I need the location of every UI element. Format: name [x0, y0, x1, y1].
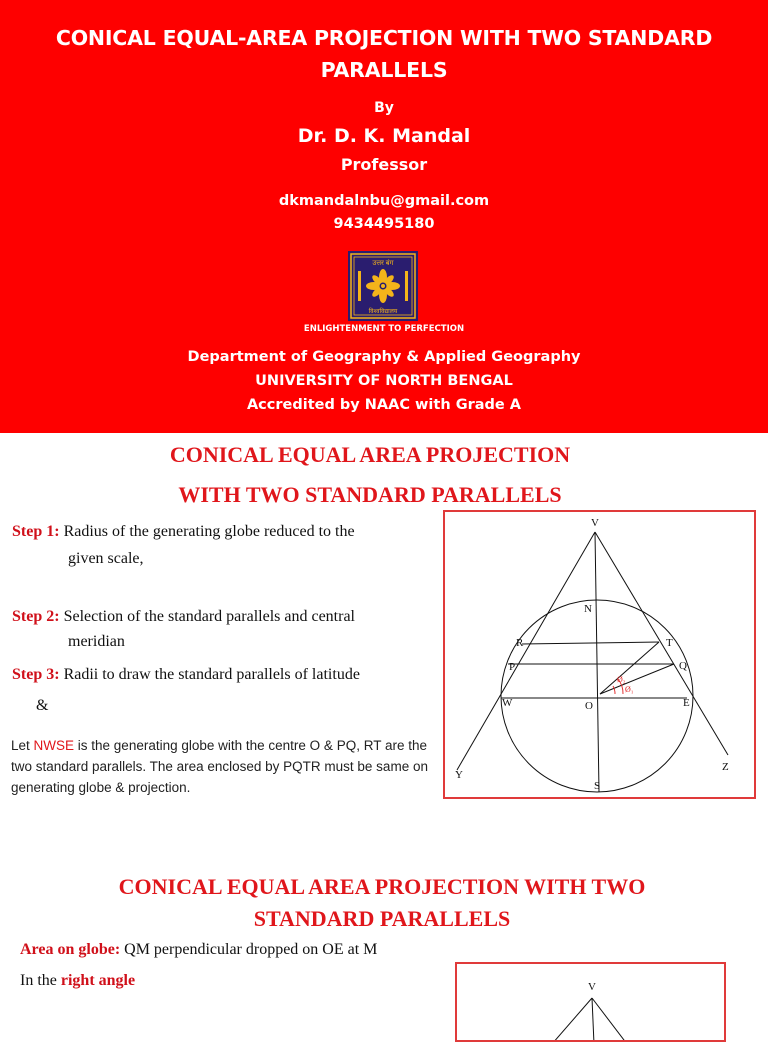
angle-phi1-arc: [613, 686, 615, 694]
step-3-text: Radii to draw the standard parallels of latitude: [63, 666, 360, 683]
author-email[interactable]: dkmandalnbu@gmail.com: [278, 193, 490, 209]
university-logo: [348, 251, 418, 321]
step-1: [12, 518, 355, 572]
label-q: Q: [679, 660, 687, 672]
label-y: Y: [455, 769, 463, 781]
step-1-text-cont: given scale,: [68, 550, 144, 567]
area-text: QM perpendicular dropped on OE at M: [120, 941, 378, 958]
step-3-text-cont: &: [36, 697, 49, 714]
right-angle-line: [20, 972, 135, 990]
label-r: R: [516, 637, 524, 649]
label-o: O: [585, 700, 593, 712]
label-w: W: [502, 697, 513, 709]
logo-text-top: उत्तर बंग: [372, 259, 394, 267]
slide2-title-line1: CONICAL EQUAL AREA PROJECTION: [169, 442, 571, 467]
cone-left-side: [457, 532, 595, 770]
projection-diagram-2: [455, 962, 726, 1042]
university-motto: ENLIGHTENMENT TO PERFECTION: [303, 324, 465, 334]
step-2-text: Selection of the standard parallels and central: [63, 608, 355, 625]
label-p: P: [509, 661, 516, 673]
university-name: UNIVERSITY OF NORTH BENGAL: [255, 373, 513, 389]
projection-diagram-2-svg: [457, 964, 724, 1040]
label-n: N: [584, 603, 592, 615]
label-phi2: Ø₂: [617, 675, 626, 684]
step-2-text-cont: meridian: [68, 633, 125, 650]
label-t: T: [666, 637, 673, 649]
desc-highlight: NWSE: [33, 738, 75, 753]
step-3-label: Step 3:: [12, 666, 60, 683]
cone-right-side: [595, 532, 728, 755]
globe-description: [11, 735, 446, 798]
logo-text-bottom: विश्वविद्यालय: [368, 309, 398, 315]
label-s: S: [594, 780, 601, 792]
presentation-title: CONICAL EQUAL-AREA PROJECTION WITH TWO STANDARD PARALLELS: [55, 26, 713, 82]
right-angle-highlight: right angle: [60, 972, 136, 989]
author-phone: 9434495180: [333, 216, 435, 232]
step-3: [12, 659, 360, 721]
area-label: Area on globe:: [20, 941, 121, 958]
right-angle-prefix: In the: [20, 972, 61, 989]
step-1-label: Step 1:: [12, 523, 60, 540]
area-on-globe-line: [20, 941, 377, 959]
cone2-right-side: [592, 998, 627, 1040]
label-z: Z: [722, 761, 729, 773]
slide3-title-line2: STANDARD PARALLELS: [253, 906, 511, 931]
central-meridian: [595, 532, 599, 792]
desc-prefix: Let: [11, 738, 34, 753]
by-label: By: [374, 100, 394, 116]
central-meridian-2: [592, 998, 594, 1040]
cone2-left-side: [552, 998, 592, 1040]
parallel-rt: [522, 642, 659, 644]
step-2: [12, 604, 355, 654]
generating-globe-circle: [501, 600, 693, 792]
projection-diagram: [443, 510, 756, 799]
author-role: Professor: [340, 155, 428, 174]
author-name: Dr. D. K. Mandal: [297, 125, 471, 147]
step-1-text: Radius of the generating globe reduced to the: [63, 523, 355, 540]
radius-oq: [600, 664, 674, 694]
step-2-label: Step 2:: [12, 608, 60, 625]
desc-body: is the generating globe with the centre O & PQ, RT are the two standard parallels. The area enclosed by PQTR must be same on generating globe & projection.: [11, 738, 428, 795]
title-slide: [0, 0, 768, 433]
slide2-title-line2: WITH TWO STANDARD PARALLELS: [178, 482, 562, 507]
department-name: Department of Geography & Applied Geography: [187, 349, 581, 365]
accreditation: Accredited by NAAC with Grade A: [246, 397, 522, 413]
label-v-2: V: [588, 981, 596, 993]
label-v: V: [591, 517, 599, 529]
label-phi1: Ø₁: [625, 685, 634, 694]
slide3-title-line1: CONICAL EQUAL AREA PROJECTION WITH TWO: [118, 874, 646, 899]
projection-diagram-svg: [445, 512, 754, 797]
label-e: E: [683, 697, 690, 709]
